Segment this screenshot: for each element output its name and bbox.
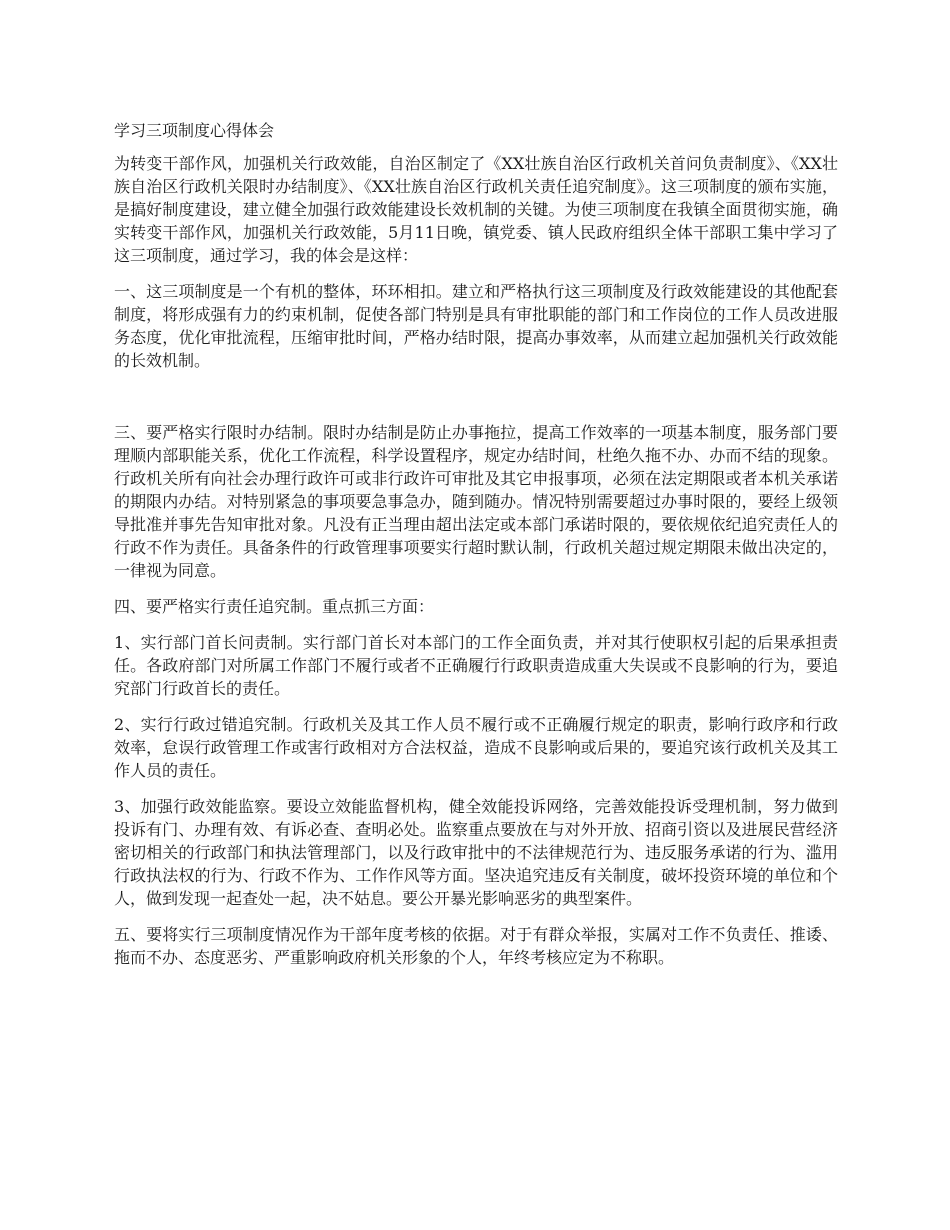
point-four-heading: 四、要严格实行责任追究制。重点抓三方面：: [114, 597, 435, 616]
document-title: 学习三项制度心得体会: [114, 121, 275, 140]
point-one-paragraph: 一、这三项制度是一个有机的整体，环环相扣。建立和严格执行这三项制度及行政效能建设的其他配套制度，将形成强有力的约束机制，促使各部门特别是具有审批职能的部门和工作岗位的工作人员改进服务态度，优化审批流程，压缩审批时间，严格办结时限，提高办事效率，从而建立起加强机关行政效能的长效机制。: [114, 282, 838, 370]
intro-paragraph: 为转变干部作风，加强机关行政效能，自治区制定了《XX壮族自治区行政机关首问负责制度》、《XX壮族自治区行政机关限时办结制度》、《XX壮族自治区行政机关责任追究制度》。这三项制度的颁布实施，是搞好制度建设，建立健全加强行政效能建设长效机制的关键。为使三项制度在我镇全面贯彻实施，确实转变干部作风，加强机关行政效能，5月11日晚，镇党委、镇人民政府组织全体干部职工集中学习了这三项制度，通过学习，我的体会是这样：: [114, 154, 838, 265]
blank-gap: [114, 385, 838, 421]
point-three-paragraph: 三、要严格实行限时办结制。限时办结制是防止办事拖拉，提高工作效率的一项基本制度，服务部门要理顺内部职能关系，优化工作流程，科学设置程序，规定办结时间，杜绝久拖不办、办而不结的现象。行政机关所有向社会办理行政许可或非行政许可审批及其它申报事项，必须在法定期限或者本机关承诺的期限内办结。对特别紧急的事项要急事急办，随到随办。情况特别需要超过办事时限的，要经上级领导批准并事先告知审批对象。凡没有正当理由超出法定或本部门承诺时限的，要依规依纪追究责任人的行政不作为责任。具备条件的行政管理事项要实行超时默认制，行政机关超过规定期限未做出决定的，一律视为同意。: [114, 423, 838, 580]
sub-point-2-paragraph: 2、实行行政过错追究制。行政机关及其工作人员不履行或不正确履行规定的职责，影响行政序和行政效率，怠误行政管理工作或害行政相对方合法权益，造成不良影响或后果的，要追究该行政机关及其工作人员的责任。: [114, 715, 838, 780]
sub-point-3-paragraph: 3、加强行政效能监察。要设立效能监督机构，健全效能投诉网络，完善效能投诉受理机制，努力做到投诉有门、办理有效、有诉必查、查明必处。监察重点要放在与对外开放、招商引资以及进展民营经济密切相关的行政部门和执法管理部门，以及行政审批中的不法律规范行为、违反服务承诺的行为、滥用行政执法权的行为、行政不作为、工作作风等方面。坚决追究违反有关制度，破坏投资环境的单位和个人，做到发现一起查处一起，决不姑息。要公开暴光影响恶劣的典型案件。: [114, 797, 838, 908]
document-body: [114, 119, 838, 982]
sub-point-1-paragraph: 1、实行部门首长问责制。实行部门首长对本部门的工作全面负责，并对其行使职权引起的后果承担责任。各政府部门对所属工作部门不履行或者不正确履行行政职责造成重大失误或不良影响的行为，要追究部门行政首长的责任。: [114, 633, 838, 698]
point-five-paragraph: 五、要将实行三项制度情况作为干部年度考核的依据。对于有群众举报，实属对工作不负责任、推诿、拖而不办、态度恶劣、严重影响政府机关形象的个人，年终考核应定为不称职。: [114, 925, 838, 967]
